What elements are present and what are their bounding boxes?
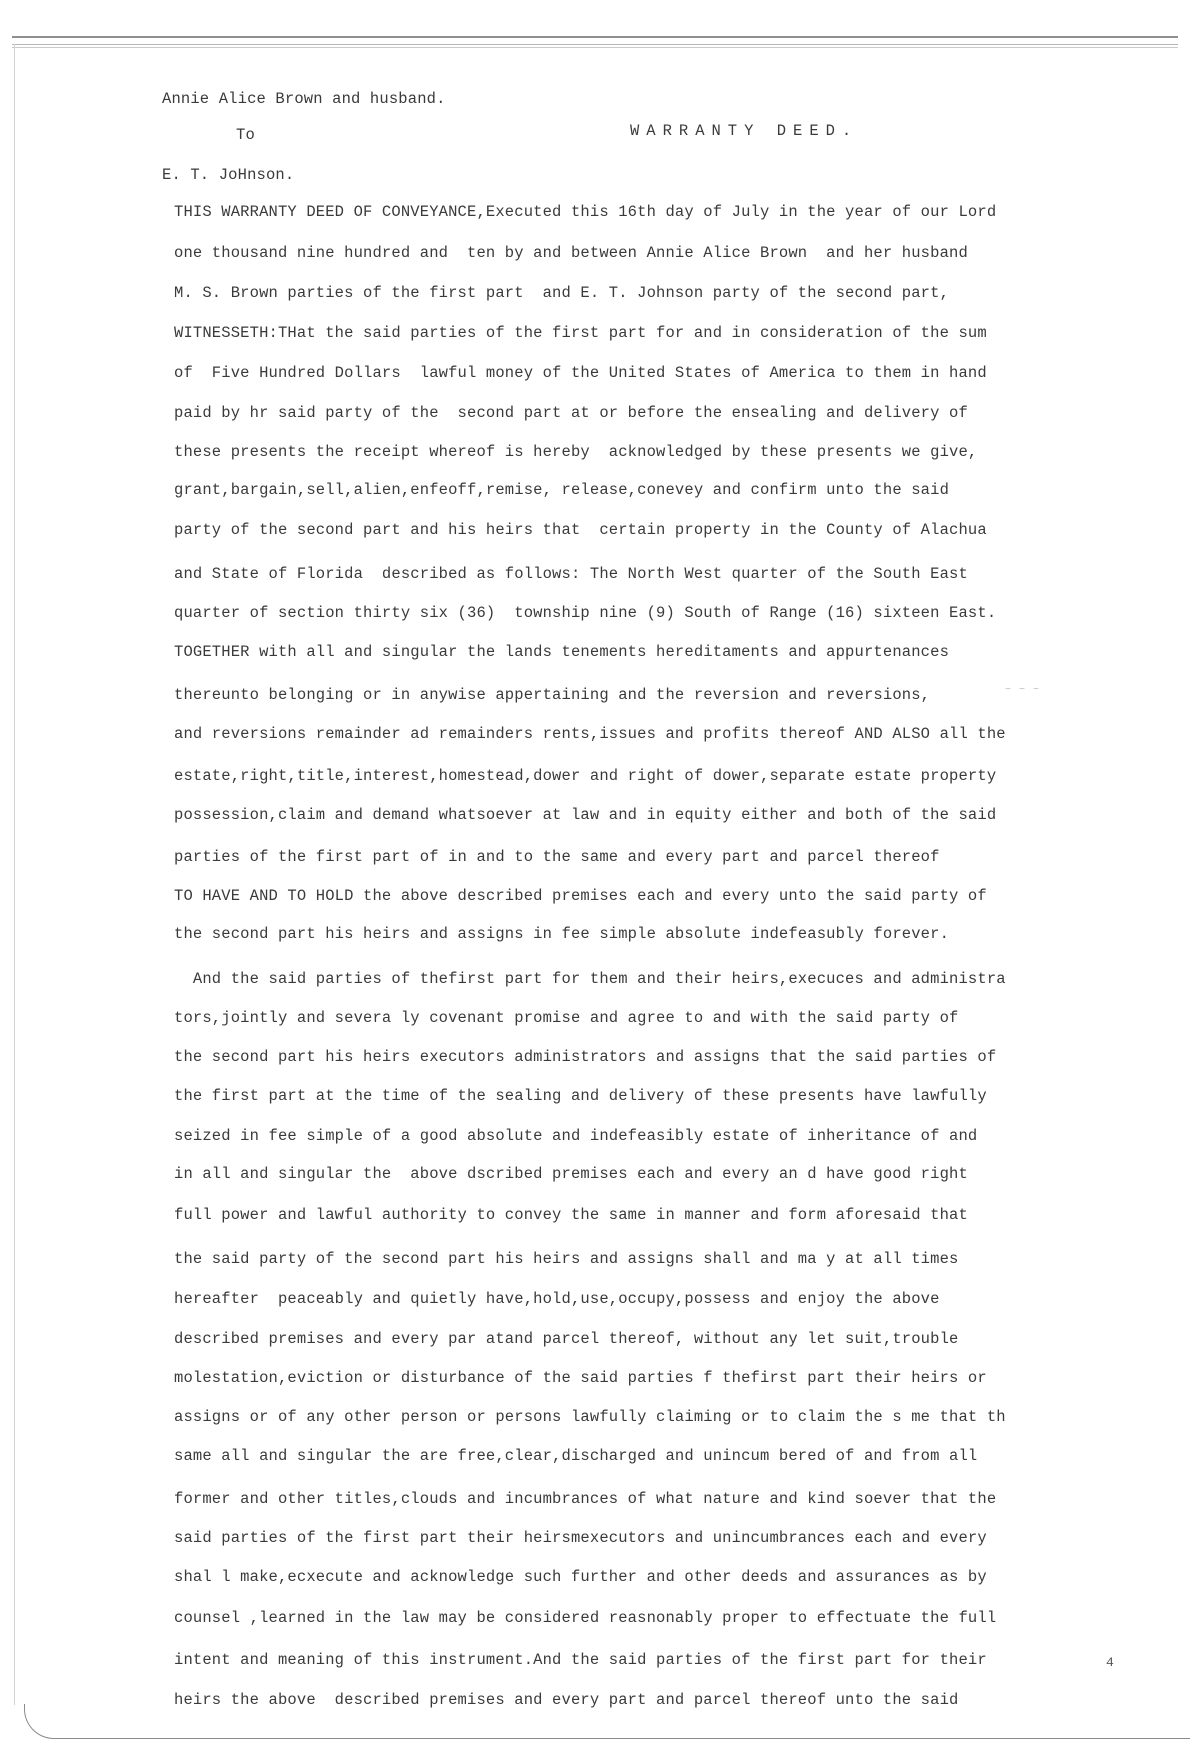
body-line: shal l make,ecxecute and acknowledge such further and other deeds and assurances as by [174,1568,987,1586]
body-line: estate,right,title,interest,homestead,dower and right of dower,separate estate property [174,767,997,785]
stray-ink-mark: ~ ~ ~ [1005,685,1041,696]
body-line: intent and meaning of this instrument.And the said parties of the first part for their [174,1651,987,1669]
body-line: and State of Florida described as follows: The North West quarter of the South East [174,565,968,583]
body-line: THIS WARRANTY DEED OF CONVEYANCE,Executed this 16th day of July in the year of our Lord [174,203,997,221]
body-line: M. S. Brown parties of the first part and E. T. Johnson party of the second part, [174,284,950,302]
body-line: thereunto belonging or in anywise appertaining and the reversion and reversions, [174,686,931,704]
body-line: seized in fee simple of a good absolute and indefeasibly estate of inheritance of and [174,1127,978,1145]
page-top-inner-rule [12,47,1178,48]
body-line: described premises and every par atand parcel thereof, without any let suit,trouble [174,1330,959,1348]
body-line: and reversions remainder ad remainders rents,issues and profits thereof AND ALSO all the [174,725,1006,743]
body-line: And the said parties of thefirst part for them and their heirs,execuces and administra [174,970,1006,988]
body-line: possession,claim and demand whatsoever at law and in equity either and both of the said [174,806,997,824]
body-line: full power and lawful authority to convey the same in manner and form aforesaid that [174,1206,968,1224]
body-line: grant,bargain,sell,alien,enfeoff,remise, release,conevey and confirm unto the said [174,481,950,499]
body-line: molestation,eviction or disturbance of the said parties f thefirst part their heirs or [174,1369,987,1387]
body-line: paid by hr said party of the second part at or before the ensealing and delivery of [174,404,968,422]
body-line: party of the second part and his heirs that certain property in the County of Alachua [174,521,987,539]
document-title: WARRANTY DEED. [630,122,859,140]
grantor-line: Annie Alice Brown and husband. [162,90,446,108]
body-line: assigns or of any other person or persons lawfully claiming or to claim the s me that th [174,1408,1006,1426]
page-top-border [12,36,1178,45]
page-left-edge [14,44,15,1705]
body-line: of Five Hundred Dollars lawful money of the United States of America to them in hand [174,364,987,382]
body-line: TOGETHER with all and singular the lands tenements hereditaments and appurtenances [174,643,950,661]
body-line: one thousand nine hundred and ten by and between Annie Alice Brown and her husband [174,244,968,262]
margin-mark: 4 [1106,1655,1114,1670]
body-line: these presents the receipt whereof is hereby acknowledged by these presents we give, [174,443,978,461]
body-line: heirs the above described premises and every part and parcel thereof unto the said [174,1691,959,1709]
body-line: tors,jointly and severa ly covenant promise and agree to and with the said party of [174,1009,959,1027]
body-line: the said party of the second part his heirs and assigns shall and ma y at all times [174,1250,959,1268]
page-corner-curl [24,1704,59,1739]
grantee-line: E. T. JoHnson. [162,166,295,184]
body-line: the second part his heirs executors administrators and assigns that the said parties of [174,1048,997,1066]
body-line: TO HAVE AND TO HOLD the above described premises each and every unto the said party of [174,887,987,905]
body-line: parties of the first part of in and to the same and every part and parcel thereof [174,848,940,866]
body-line: former and other titles,clouds and incumbrances of what nature and kind soever that the [174,1490,997,1508]
body-line: same all and singular the are free,clear,discharged and unincum bered of and from all [174,1447,978,1465]
body-line: WITNESSETH:THat the said parties of the first part for and in consideration of the sum [174,324,987,342]
to-label: To [236,126,255,144]
body-line: the second part his heirs and assigns in fee simple absolute indefeasubly forever. [174,925,950,943]
body-line: said parties of the first part their heirsmexecutors and unincumbrances each and every [174,1529,987,1547]
page-bottom-edge [58,1738,1190,1739]
body-line: quarter of section thirty six (36) township nine (9) South of Range (16) sixteen East. [174,604,997,622]
body-line: counsel ,learned in the law may be considered reasnonably proper to effectuate the full [174,1609,997,1627]
body-line: hereafter peaceably and quietly have,hold,use,occupy,possess and enjoy the above [174,1290,940,1308]
body-line: in all and singular the above dscribed premises each and every an d have good right [174,1165,968,1183]
body-line: the first part at the time of the sealing and delivery of these presents have lawfully [174,1087,987,1105]
